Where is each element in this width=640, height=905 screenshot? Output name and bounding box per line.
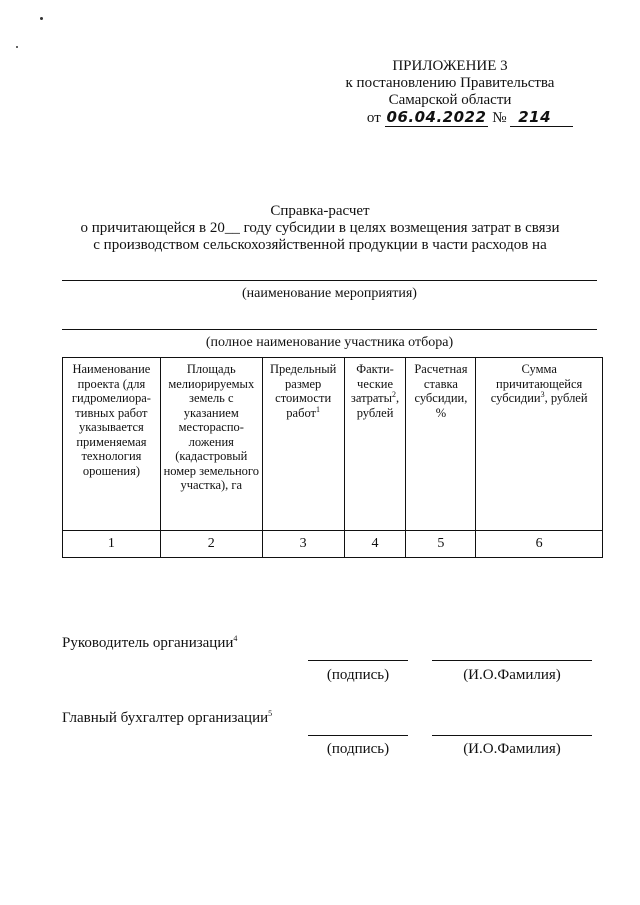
footnote-mark: 5 (268, 709, 273, 718)
column-header-project: Наименование проекта (для гидромелиора-тивных работ указывается применяемая технология орошения) (63, 358, 161, 531)
participant-caption: (полное наименование участника отбора) (205, 335, 454, 350)
head-signature-caption: (подпись) (326, 667, 390, 683)
column-header-rate: Расчетная ставка субсидии, % (406, 358, 476, 531)
head-signature-line (308, 660, 408, 661)
number-value: 214 (510, 108, 573, 127)
scan-speck (40, 17, 43, 20)
accountant-name-line (432, 735, 592, 736)
footnote-mark: 3 (540, 389, 545, 399)
date-value: 06.04.2022 (386, 108, 487, 126)
title-line-2: с производством сельскохозяйственной продукции в части расходов на (93, 237, 547, 253)
column-header-cost-limit: Предельный размер стоимости работ$^1$ (262, 358, 344, 531)
column-number: 5 (406, 531, 476, 558)
appendix-date-line (300, 109, 600, 127)
title-heading: Справка-расчет (270, 203, 370, 219)
head-signature-label: Руководитель организации$^4$ (62, 634, 238, 651)
footnote-mark: 2 (392, 389, 397, 399)
accountant-signature-caption: (подпись) (326, 741, 390, 757)
footnote-mark: 1 (316, 404, 321, 414)
event-fill-line (62, 280, 597, 281)
table-header-row (63, 358, 603, 531)
calculation-table (62, 357, 603, 558)
table-number-row (63, 531, 603, 558)
appendix-subtitle: к постановлению Правительства (345, 75, 555, 91)
accountant-signature-label: Главный бухгалтер организации$^5$ (62, 709, 273, 726)
column-number: 2 (160, 531, 262, 558)
appendix-title: ПРИЛОЖЕНИЕ 3 (392, 58, 508, 74)
accountant-name-caption: (И.О.Фамилия) (463, 741, 561, 757)
event-caption: (наименование мероприятия) (242, 286, 417, 301)
title-line-1: о причитающейся в 20__ году субсидии в целях возмещения затрат в связи (80, 220, 560, 236)
document-title (30, 203, 610, 254)
head-name-caption: (И.О.Фамилия) (463, 667, 561, 683)
footnote-mark: 4 (233, 634, 238, 643)
participant-fill-line (62, 329, 597, 330)
column-number: 6 (476, 531, 603, 558)
column-header-actual-costs: Факти-ческие затраты$^2$, рублей (344, 358, 406, 531)
column-number: 1 (63, 531, 161, 558)
column-number: 4 (344, 531, 406, 558)
appendix-region: Самарской области (388, 92, 512, 108)
scan-speck (16, 46, 18, 48)
accountant-signature-line (308, 735, 408, 736)
date-prefix: от (366, 110, 381, 126)
column-number: 3 (262, 531, 344, 558)
appendix-header (300, 58, 600, 127)
number-sign: № (492, 110, 507, 126)
column-header-area: Площадь мелиорируемых земель с указанием местораспо-ложения (кадастровый номер земельного участка), га (160, 358, 262, 531)
column-header-subsidy: Сумма причитающейся субсидии$^3$, рублей (476, 358, 603, 531)
head-name-line (432, 660, 592, 661)
